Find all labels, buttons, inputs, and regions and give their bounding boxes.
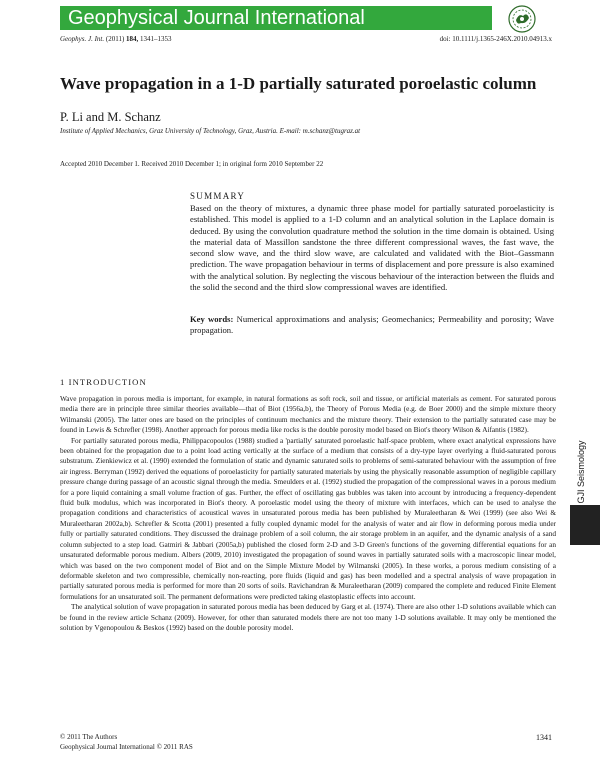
- citation-year: (2011): [105, 35, 125, 43]
- affiliation: Institute of Applied Mechanics, Graz University of Technology, Graz, Austria. E-mail: m.schanz@tugraz.at: [60, 127, 361, 135]
- section-heading-introduction: 1 INTRODUCTION: [60, 377, 147, 387]
- paragraph: The analytical solution of wave propagation in saturated porous media has been deduced by Garg et al. (1974). There are also other 1-D solutions available which can be found in the review article Schanz (2009). However, for other than saturated models there are not too many 1-D solutions available. It may only be mentioned the solution by Vgenopoulou & Beskos (1992) based on the double porosity model.: [60, 602, 556, 632]
- journal-title: Geophysical Journal International: [68, 7, 365, 29]
- summary-heading: SUMMARY: [190, 191, 246, 201]
- doi[interactable]: doi: 10.1111/j.1365-246X.2010.04913.x: [439, 35, 552, 43]
- copyright-journal: Geophysical Journal International © 2011 RAS: [60, 743, 193, 751]
- citation-journal: Geophys. J. Int.: [60, 35, 105, 43]
- accepted-dates: Accepted 2010 December 1. Received 2010 December 1; in original form 2010 September 22: [60, 160, 324, 168]
- citation: [60, 35, 172, 44]
- authors: P. Li and M. Schanz: [60, 110, 161, 124]
- page-number: 1341: [536, 733, 552, 742]
- introduction-body: [60, 394, 556, 633]
- journal-logo-icon: [507, 4, 537, 34]
- journal-banner: [60, 6, 492, 30]
- citation-volume: 184,: [126, 35, 139, 43]
- paragraph: For partially saturated porous media, Philippacopoulos (1988) studied a 'partially' saturated poroelastic half-space problem, where exact analytical expressions have been obtained for the propagation due to a point load acting vertically at the surface of a medium that consists of a dry-type layer overlying a fluid-saturated porous substratum. Zienkiewicz et al. (1990) extended the formulation of static and dynamic saturated soils to problems of semi-saturated behaviour with the assumption of free air ingress. Berryman (1992) derived the equations of poroelasticity for partially saturated materials by using the physically reasonable assumption of negligible capillary pressure change during passage of an acoustic signal through the media. Smeulders et al. (1992) studied the propagation of the compressional waves in a porous medium for a pore liquid containing a small volume fraction of gas. Further, the effect of oscillating gas bubbles was taken into account by introducing a frequency-dependent fluid bulk modulus, which was incorporated in Biot's theory. A poroelastic model using the theory of mixture with interfaces, which can be used to analyse the propagation conditions and characteristics of acoustical waves in unsaturated porous media has been published by Muraleetharan & Wei (1999) (see also Wei & Muraleetharan 2002a,b). Schrefler & Scotta (2001) presented a fully coupled dynamic model for the analysis of water and air flow in deforming porous media under fully or partially saturated conditions. They discussed the drainage problem of a soil column, the air storage problem in an aquifer, and the dynamic analysis of a sand column subjected to a step load. Gatmiri & Jabbari (2005a,b) published the closed form 2-D and 3-D Green's functions of the governing differential equations for an unsaturated deformable porous medium. Albers (2009, 2010) investigated the propagation of sound waves in partially saturated soils with a macroscopic linear model, which was based on the two component model of Biot and on the Simple Mixture Model by Wilmanski (2005). In these works, a porous medium consisting of a deformable skeleton and two compressible, chemically non-reacting, pore fluids (liquid and gas) has been modelled and a spectral analysis of wave propagation in partially saturated porous media is performed for more than 20 sorts of soils. Ravichandran & Muraleetharan (2009) compared the complete and reduced Finite Element formulations for an unsaturated soil. The permanent deformations were predicted taking elastoplastic effects into account.: [60, 435, 556, 601]
- paragraph: Wave propagation in porous media is important, for example, in natural formations as soft rock, soil and tissue, or artificial materials as cement. For saturated porous media there are in principle three similar theories available—that of Biot (1956a,b), the Theory of Porous Media (e.g. de Boer 2000) and the simple mixture theory Wilmanski (2005). The latter ones are based on the principles of continuum mechanics and the mixture theory. Their extension to the partially saturated case may be found in Lewis & Schrefler (1998). Another approach for porous media like rocks is the double porosity model based on Biot's theory Wilson & Aifantis (1982).: [60, 394, 556, 435]
- section-side-label: GJI Seismology: [576, 440, 586, 504]
- section-tab-marker: [570, 505, 600, 545]
- keywords-list: Numerical approximations and analysis; Geomechanics; Permeability and porosity; Wave propagation.: [190, 314, 554, 336]
- citation-pages: 1341–1353: [140, 35, 172, 43]
- article-title: Wave propagation in a 1-D partially saturated poroelastic column: [60, 74, 537, 93]
- summary-text: Based on the theory of mixtures, a dynamic three phase model for partially saturated poroelasticity is established. This model is applied to a 1-D column and an analytical solution in the Laplace domain is deduced. By using the convolution quadrature method the solution in the time domain is obtained. Using the material data of Massillon sandstone the three different compressional waves, the fast wave, the second slow wave, and the third slow wave, are calculated and validated with the Biot–Gassmann prediction. The wave propagation behaviour in terms of displacement and pore pressure is also examined with the analytical solution. By neglecting the viscous behaviour of the interaction between the fluids and the solid the second and the third slow compressional waves are identified.: [190, 203, 554, 293]
- copyright-authors: © 2011 The Authors: [60, 733, 118, 741]
- keywords: [190, 314, 554, 337]
- keywords-label: Key words:: [190, 314, 234, 324]
